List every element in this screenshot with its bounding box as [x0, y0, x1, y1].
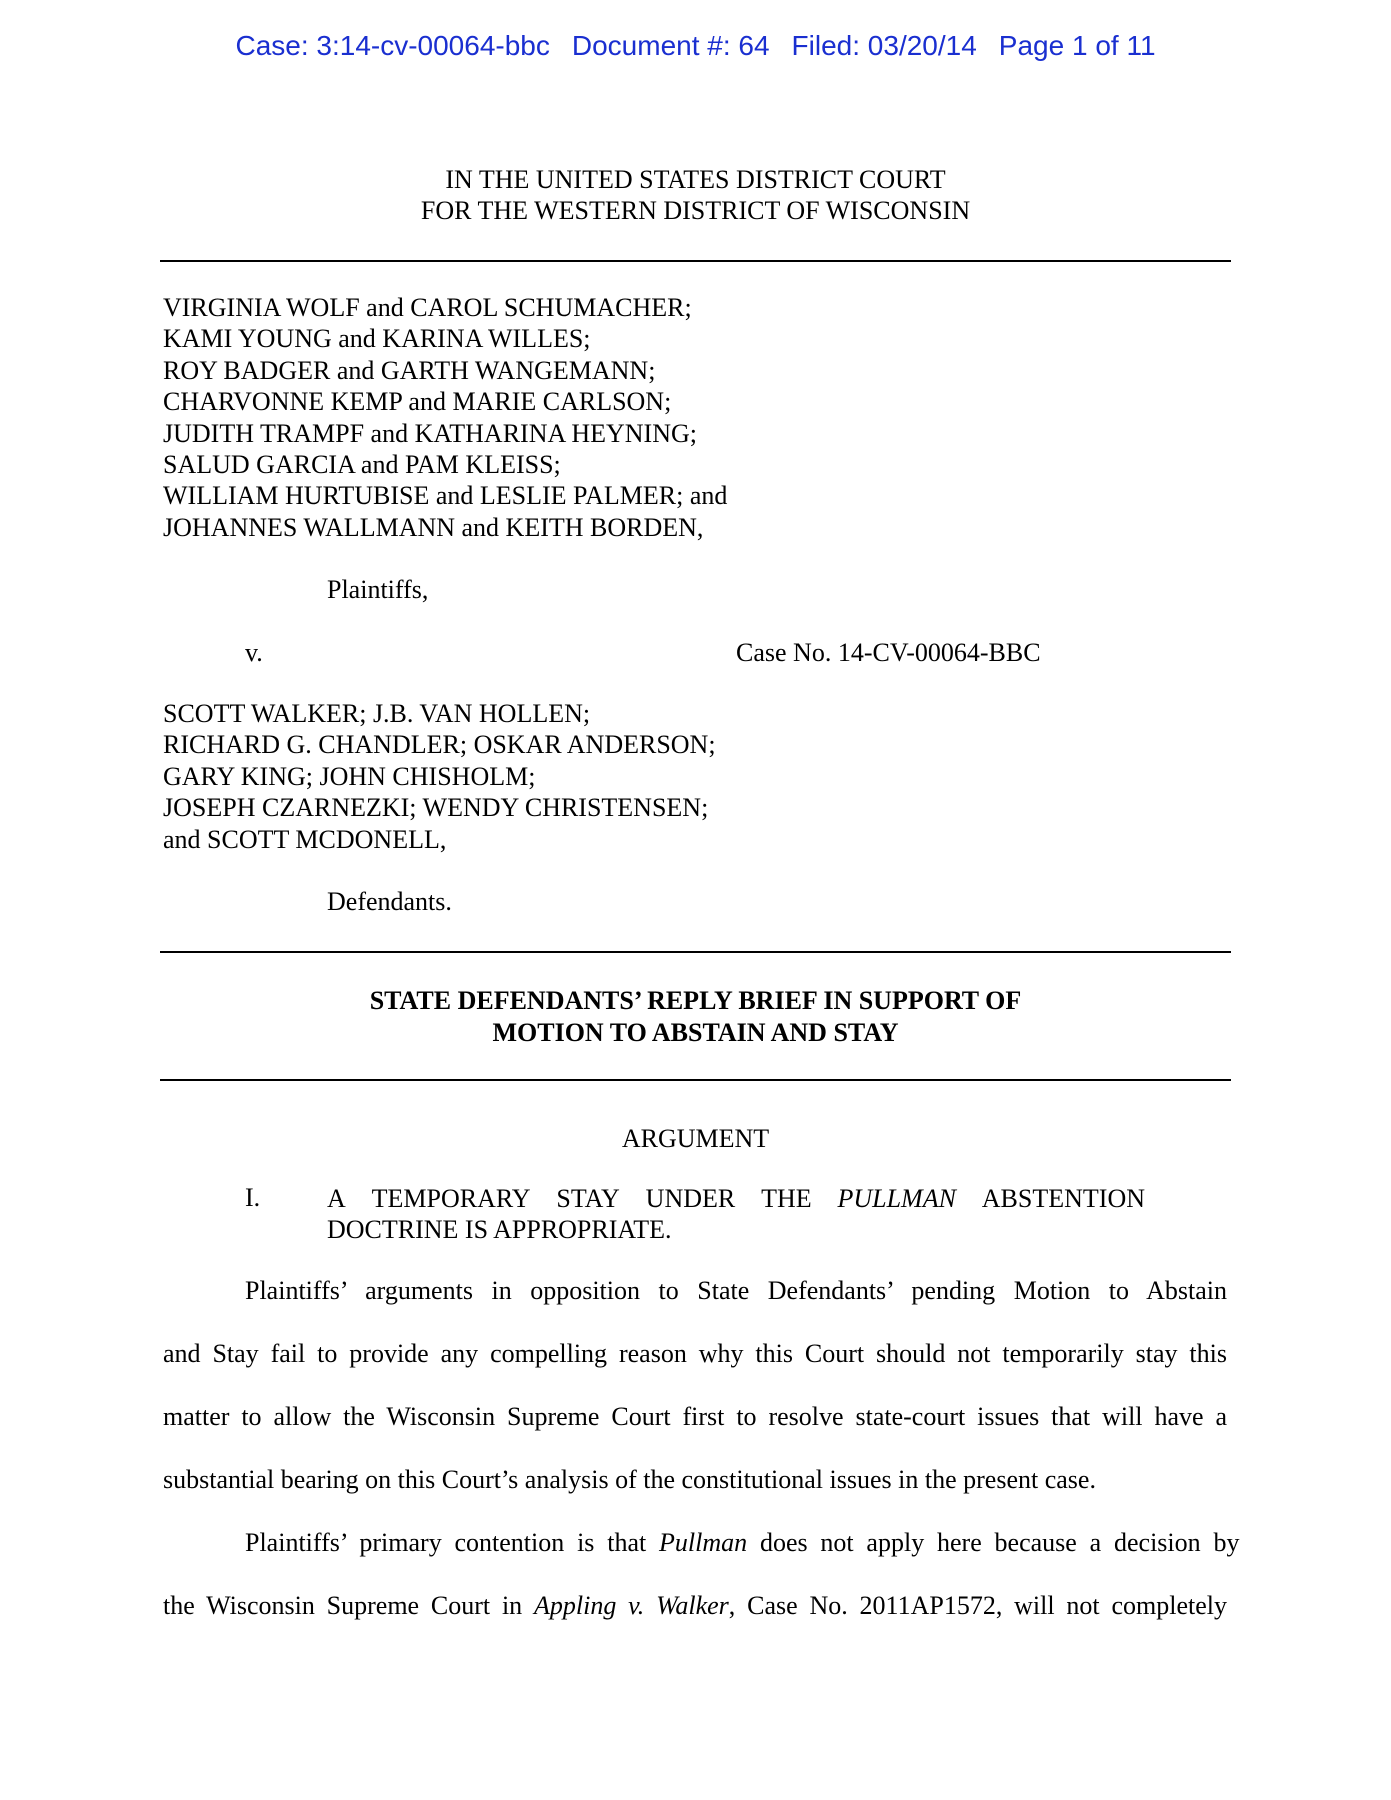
- plaintiffs-role: Plaintiffs,: [327, 575, 429, 604]
- defendant-line: RICHARD G. CHANDLER; OSKAR ANDERSON;: [163, 730, 716, 760]
- text-run: , Case No. 2011AP1572, will not completely: [728, 1591, 1227, 1620]
- section-heading-line-2: DOCTRINE IS APPROPRIATE.: [327, 1215, 672, 1244]
- section-heading-line-1: [327, 1183, 1145, 1214]
- case-citation-italic: Appling v. Walker: [534, 1591, 729, 1620]
- filing-stamp-header: [0, 30, 1391, 62]
- divider-bottom: [160, 1079, 1231, 1081]
- plaintiff-line: VIRGINIA WOLF and CAROL SCHUMACHER;: [163, 293, 692, 322]
- paragraph-line: and Stay fail to provide any compelling reason why this Court should not temporarily stay this: [163, 1339, 1227, 1368]
- court-line-1: IN THE UNITED STATES DISTRICT COURT: [445, 165, 946, 194]
- text-run: does not apply here because a decision by: [759, 1528, 1240, 1557]
- plaintiff-line: ROY BADGER and GARTH WANGEMANN;: [163, 355, 656, 385]
- heading-word-italic: PULLMAN: [837, 1184, 956, 1213]
- heading-word: A: [327, 1184, 346, 1213]
- court-caption: [0, 164, 1391, 226]
- case-number: Case No. 14-CV-00064-BBC: [736, 638, 1041, 667]
- plaintiffs-list: [163, 292, 727, 543]
- paragraph-line: substantial bearing on this Court’s analysis of the constitutional issues in the present case.: [163, 1465, 1096, 1494]
- divider-middle: [160, 951, 1231, 953]
- defendants-role: Defendants.: [327, 887, 452, 916]
- divider-top: [160, 260, 1231, 262]
- plaintiff-line: SALUD GARCIA and PAM KLEISS;: [163, 450, 561, 480]
- document-title: [0, 985, 1391, 1049]
- defendants-list: [163, 698, 716, 855]
- versus-label: v.: [245, 638, 263, 667]
- stamp-page: Page 1 of 11: [998, 30, 1156, 61]
- defendant-line: GARY KING; JOHN CHISHOLM;: [163, 761, 536, 791]
- paragraph-1: [163, 1259, 1227, 1511]
- plaintiff-line: JOHANNES WALLMANN and KEITH BORDEN,: [163, 512, 704, 542]
- court-line-2: FOR THE WESTERN DISTRICT OF WISCONSIN: [420, 196, 971, 225]
- text-run: Plaintiffs’ primary contention is that: [245, 1528, 647, 1557]
- plaintiff-line: KAMI YOUNG and KARINA WILLES;: [163, 324, 591, 354]
- heading-word: ABSTENTION: [981, 1184, 1145, 1213]
- plaintiff-line: WILLIAM HURTUBISE and LESLIE PALMER; and: [163, 481, 728, 511]
- case-citation-italic: Pullman: [659, 1528, 748, 1557]
- defendant-line: and SCOTT MCDONELL,: [163, 824, 447, 854]
- paragraph-2: [163, 1511, 1240, 1637]
- plaintiff-line: CHARVONNE KEMP and MARIE CARLSON;: [163, 387, 672, 417]
- paragraph-line: [163, 1511, 1240, 1574]
- argument-heading: ARGUMENT: [621, 1124, 770, 1153]
- paragraph-line: [163, 1574, 1227, 1637]
- text-run: the Wisconsin Supreme Court in: [163, 1591, 523, 1620]
- stamp-filed: Filed: 03/20/14: [791, 30, 977, 61]
- title-line-1: STATE DEFENDANTS’ REPLY BRIEF IN SUPPORT OF: [369, 986, 1022, 1015]
- defendant-line: JOSEPH CZARNEZKI; WENDY CHRISTENSEN;: [163, 793, 709, 823]
- paragraph-line: matter to allow the Wisconsin Supreme Court first to resolve state-court issues that will have a: [163, 1402, 1227, 1431]
- stamp-document: Document #: 64: [571, 30, 770, 61]
- stamp-case: Case: 3:14-cv-00064-bbc: [235, 30, 550, 61]
- defendant-line: SCOTT WALKER; J.B. VAN HOLLEN;: [163, 699, 591, 728]
- plaintiff-line: JUDITH TRAMPF and KATHARINA HEYNING;: [163, 418, 697, 448]
- heading-word: STAY: [556, 1184, 620, 1213]
- section-number: I.: [245, 1183, 261, 1212]
- paragraph-line: Plaintiffs’ arguments in opposition to State Defendants’ pending Motion to Abstain: [245, 1276, 1227, 1305]
- heading-word: TEMPORARY: [371, 1184, 531, 1213]
- heading-word: THE: [761, 1184, 812, 1213]
- section-heading: [327, 1183, 1145, 1245]
- heading-word: UNDER: [645, 1184, 736, 1213]
- title-line-2: MOTION TO ABSTAIN AND STAY: [492, 1018, 899, 1047]
